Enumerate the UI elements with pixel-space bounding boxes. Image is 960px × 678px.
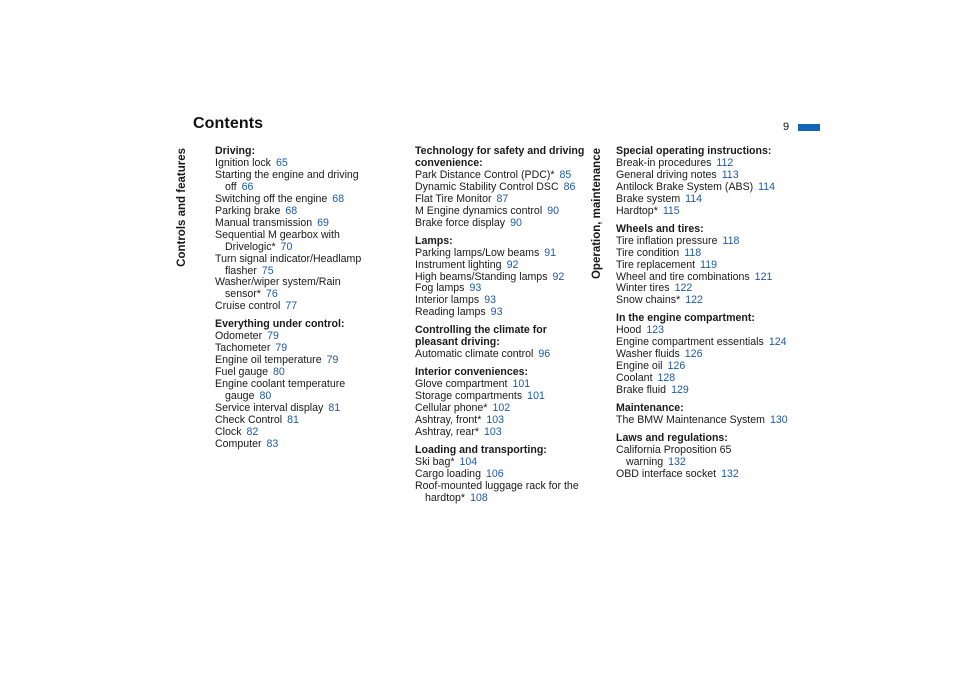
page-link[interactable]: 65 — [275, 156, 288, 169]
entry-text: Brake system — [616, 192, 681, 205]
page-link[interactable]: 92 — [552, 270, 565, 283]
page-link[interactable]: 112 — [716, 156, 734, 169]
page-link[interactable]: 79 — [267, 330, 279, 343]
entry-text: OBD interface socket — [616, 467, 717, 480]
page-link[interactable]: 126 — [684, 348, 703, 361]
entry-text: Cruise control — [215, 300, 281, 313]
entry-text: Computer — [215, 437, 262, 450]
entry-text: Sequential M gearbox with Drivelogic* — [215, 228, 340, 253]
page-link[interactable]: 115 — [662, 204, 680, 217]
toc-section — [616, 146, 791, 218]
entry-text: Break-in procedures — [616, 156, 712, 169]
page-link[interactable]: 90 — [510, 216, 522, 229]
page-link[interactable]: 92 — [506, 258, 519, 271]
entry-text: Park Distance Control (PDC)* — [415, 168, 555, 181]
section-title: Everything under control: — [215, 318, 345, 331]
page-link[interactable]: 114 — [758, 180, 776, 193]
entry-text: Coolant — [616, 372, 653, 385]
entry-text: Service interval display — [215, 402, 324, 415]
page-link[interactable]: 124 — [768, 336, 787, 349]
entry-text: Reading lamps — [415, 306, 486, 319]
toc-entry — [415, 218, 590, 230]
entry-text: Hood — [616, 324, 642, 337]
toc-entry — [616, 415, 791, 427]
entry-text: Clock — [215, 425, 242, 438]
page-link[interactable]: 108 — [470, 491, 488, 504]
page-link[interactable]: 90 — [547, 204, 559, 217]
toc-section — [215, 319, 390, 450]
page-number: 9 — [783, 121, 790, 133]
section-title: Loading and transporting: — [415, 443, 547, 456]
page-link[interactable]: 96 — [538, 348, 551, 361]
page-link[interactable]: 81 — [328, 402, 341, 415]
section-title: Special operating instructions: — [616, 145, 772, 157]
entry-text: California Proposition 65 warning — [616, 443, 732, 468]
entry-text: Check Control — [215, 413, 283, 426]
entry-text: Hardtop* — [616, 204, 658, 217]
entry-text: Wheel and tire combinations — [616, 270, 750, 283]
page-link[interactable]: 114 — [685, 192, 703, 205]
toc-section — [616, 403, 791, 427]
entry-text: Tire replacement — [616, 258, 696, 271]
page-link[interactable]: 103 — [486, 414, 505, 427]
toc-column-3 — [616, 146, 791, 487]
entry-text: Parking lamps/Low beams — [415, 246, 540, 259]
entry-text: High beams/Standing lamps — [415, 270, 548, 283]
page-link[interactable]: 130 — [769, 414, 788, 427]
toc-section — [415, 236, 590, 320]
section-title: Laws and regulations: — [616, 431, 728, 444]
entry-text: Parking brake — [215, 204, 281, 217]
entry-text: Ashtray, front* — [415, 414, 482, 427]
page-link[interactable]: 113 — [721, 168, 739, 181]
toc-entry — [616, 445, 791, 469]
page-link[interactable]: 79 — [326, 354, 339, 367]
page-link[interactable]: 93 — [484, 294, 496, 307]
section-title: Driving: — [215, 145, 256, 157]
page-link[interactable]: 87 — [496, 192, 509, 205]
toc-section — [415, 325, 590, 361]
entry-text: Antilock Brake System (ABS) — [616, 180, 754, 193]
entry-text: Fuel gauge — [215, 366, 269, 379]
page-link[interactable]: 86 — [563, 180, 576, 193]
toc-entry — [215, 379, 390, 403]
section-title: Technology for safety and driving convenience: — [415, 145, 585, 169]
toc-entry — [415, 349, 590, 361]
page-link[interactable]: 93 — [490, 306, 503, 319]
toc-entry — [415, 427, 590, 439]
page-link[interactable]: 123 — [646, 324, 665, 337]
toc-entry — [215, 277, 390, 301]
page-link[interactable]: 104 — [459, 455, 478, 468]
toc-section — [616, 313, 791, 397]
entry-text: Tire inflation pressure — [616, 234, 718, 247]
page-link[interactable]: 83 — [266, 437, 279, 450]
toc-column-1 — [215, 146, 390, 457]
toc-section — [215, 146, 390, 313]
entry-text: Storage compartments — [415, 390, 523, 403]
toc-entry — [616, 295, 791, 307]
section-title: Maintenance: — [616, 402, 684, 415]
entry-text: Glove compartment — [415, 378, 508, 391]
page-link[interactable]: 106 — [485, 467, 504, 480]
page-link[interactable]: 122 — [685, 294, 703, 307]
page-link[interactable]: 85 — [559, 168, 572, 181]
entry-text: Engine compartment essentials — [616, 336, 764, 349]
entry-text: Engine coolant temperature gauge — [215, 378, 346, 403]
page-link[interactable]: 66 — [241, 180, 254, 193]
page-link[interactable]: 93 — [469, 282, 482, 295]
toc-entry — [415, 307, 590, 319]
page-link[interactable]: 118 — [722, 234, 740, 247]
toc-entry — [616, 469, 791, 481]
entry-text: Ashtray, rear* — [415, 425, 479, 438]
entry-text: Washer fluids — [616, 348, 680, 361]
toc-entry — [415, 481, 590, 505]
entry-text: Brake force display — [415, 216, 506, 229]
entry-text: Fog lamps — [415, 282, 465, 295]
entry-text: Automatic climate control — [415, 348, 534, 361]
page-link[interactable]: 75 — [261, 264, 274, 277]
entry-text: Ski bag* — [415, 455, 455, 468]
page-link[interactable]: 126 — [667, 360, 686, 373]
page-link[interactable]: 68 — [285, 204, 298, 217]
entry-text: Cellular phone* — [415, 402, 488, 415]
page-link[interactable]: 79 — [275, 342, 288, 355]
entry-text: Tachometer — [215, 342, 271, 355]
entry-text: Ignition lock — [215, 156, 271, 169]
page-link[interactable]: 119 — [700, 258, 717, 271]
page-link[interactable]: 76 — [265, 288, 278, 301]
entry-text: Brake fluid — [616, 384, 667, 397]
section-title: Interior conveniences: — [415, 366, 529, 379]
entry-text: M Engine dynamics control — [415, 204, 543, 217]
toc-section — [415, 367, 590, 439]
entry-text: Engine oil — [616, 360, 663, 373]
toc-entry — [616, 206, 791, 218]
page-title: Contents — [193, 115, 264, 132]
page-link[interactable]: 91 — [544, 246, 557, 259]
page-link[interactable]: 81 — [287, 413, 299, 426]
page-link[interactable]: 68 — [332, 192, 345, 205]
page-link[interactable]: 129 — [671, 384, 689, 397]
page-link[interactable]: 70 — [280, 240, 293, 253]
page-link[interactable]: 77 — [285, 300, 298, 313]
entry-text: Turn signal indicator/Headlamp flasher — [215, 252, 362, 277]
page-link[interactable]: 103 — [483, 425, 502, 438]
toc-section — [616, 433, 791, 481]
entry-text: Flat Tire Monitor — [415, 192, 492, 205]
entry-text: Odometer — [215, 330, 263, 343]
entry-text: Switching off the engine — [215, 192, 328, 205]
toc-section — [616, 224, 791, 308]
side-label-controls: Controls and features — [176, 148, 188, 267]
page-link[interactable]: 102 — [492, 402, 511, 415]
page-link[interactable]: 122 — [674, 282, 693, 295]
side-label-operation: Operation, maintenance — [591, 148, 603, 280]
page-link[interactable]: 101 — [527, 390, 545, 403]
section-title: Lamps: — [415, 234, 453, 247]
page-link[interactable]: 80 — [259, 390, 272, 403]
section-title: Controlling the climate for pleasant driving: — [415, 324, 547, 349]
entry-text: Dynamic Stability Control DSC — [415, 180, 559, 193]
toc-entry — [215, 439, 390, 451]
entry-text: Engine oil temperature — [215, 354, 322, 367]
page-link[interactable]: 80 — [273, 366, 285, 379]
page-link[interactable]: 132 — [721, 467, 739, 480]
toc-entry — [616, 385, 791, 397]
toc-section — [415, 445, 590, 505]
entry-text: Washer/wiper system/Rain sensor* — [215, 276, 341, 301]
page-link[interactable]: 69 — [317, 216, 329, 229]
section-title: In the engine compartment: — [616, 312, 755, 325]
page-link[interactable]: 132 — [668, 455, 686, 468]
entry-text: Tire condition — [616, 246, 680, 259]
toc-entry — [215, 170, 390, 194]
toc-entry — [215, 301, 390, 313]
toc-column-2 — [415, 146, 590, 511]
entry-text: Interior lamps — [415, 294, 480, 307]
entry-text: The BMW Maintenance System — [616, 414, 765, 427]
page-marker — [798, 124, 820, 131]
toc-entry — [215, 254, 390, 278]
entry-text: Cargo loading — [415, 467, 481, 480]
toc-entry — [215, 230, 390, 254]
entry-text: Roof-mounted luggage rack for the hardtop* — [415, 479, 579, 504]
page-link[interactable]: 121 — [754, 270, 773, 283]
entry-text: Manual transmission — [215, 216, 313, 229]
entry-text: Instrument lighting — [415, 258, 502, 271]
entry-text: Starting the engine and driving off — [215, 168, 359, 193]
entry-text: Winter tires — [616, 282, 670, 295]
page-link[interactable]: 101 — [512, 378, 531, 391]
page-link[interactable]: 128 — [657, 372, 676, 385]
toc-section — [415, 146, 590, 230]
section-title: Wheels and tires: — [616, 222, 704, 235]
entry-text: General driving notes — [616, 168, 717, 181]
page-link[interactable]: 118 — [684, 246, 702, 259]
page-link[interactable]: 82 — [246, 425, 259, 438]
entry-text: Snow chains* — [616, 294, 681, 307]
